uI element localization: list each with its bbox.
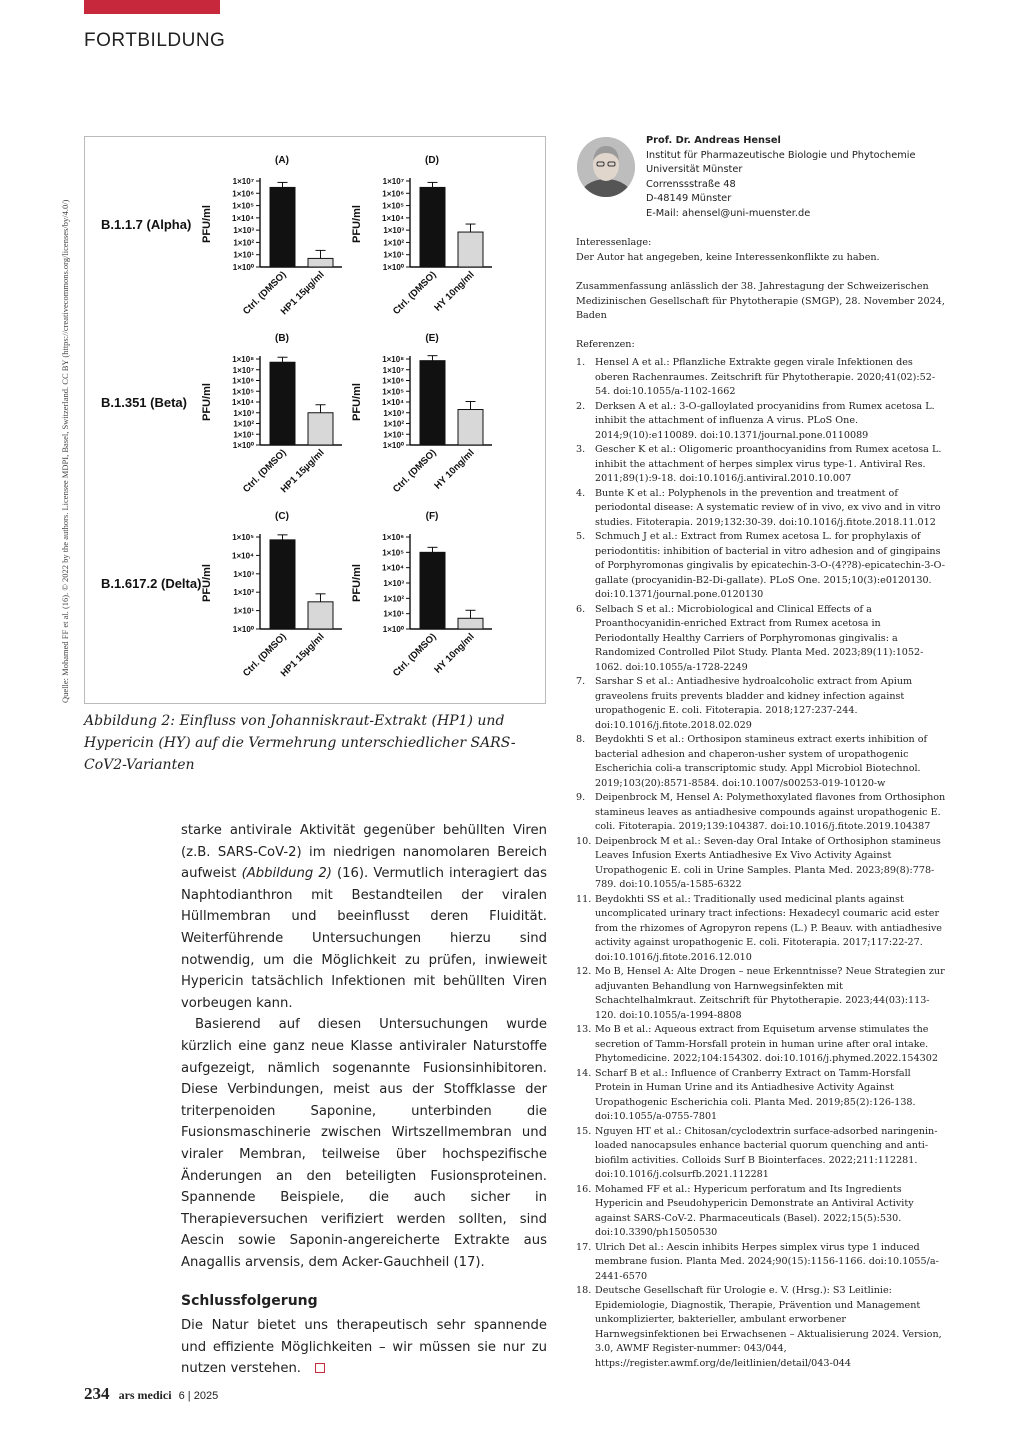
reference-text: Nguyen HT et al.: Chitosan/cyclodextrin surface-adsorbed naringenin-loaded nanocapsules enhance bacterial quorum quenching and anti-biofilm activities. Colloids Surf B Biointerfaces. 2022;211:112281. doi:10.1016/j.colsurfb.2021.112281 [595,1125,938,1180]
reference-item [576,1241,946,1285]
author-line: Institut für Pharmazeutische Biologie und Phytochemie [646,149,916,161]
reference-item [576,733,946,791]
y-tick-label: 1×10² [233,588,254,598]
y-axis-title: PFU/ml [351,383,363,421]
reference-text: Mohamed FF et al.: Hypericum perforatum and Its Ingredients Hypericin and Pseudohypericin Demonstrate an Antiviral Activity against SARS-CoV-2. Pharmaceuticals (Basel). 2022;15(5):530. doi:10.3390/ph15050530 [595,1183,914,1238]
reference-item [576,1183,946,1241]
y-tick-label: 1×10⁴ [232,551,254,561]
reference-text: Scharf B et al.: Influence of Cranberry Extract on Tamm-Horsfall Protein in Human Urine and its Antiadhesive Activity Against Uropathogenic Escherichia coli. Planta Med. 2019;85(2):126-138. doi:10.1055/a-0755-7801 [595,1067,916,1122]
bar [420,361,445,445]
category-label: HP1 15µg/ml [278,447,327,496]
panel-label: (B) [275,333,289,344]
reference-text: Mo B, Hensel A: Alte Drogen – neue Erkenntnisse? Neue Strategien zur adjuvanten Behandlung von Harnwegsinfekten mit Schachtelhalmkraut. Zeitschrift für Phytotherapie. 2023;44(03):113-120. doi:10.1055/a-1994-8808 [595,966,945,1021]
author-info [646,134,966,221]
y-tick-label: 1×10⁴ [232,213,254,223]
author-portrait-icon [577,137,635,197]
bar [420,187,445,267]
reference-text: Bunte K et al.: Polyphenols in the prevention and treatment of periodontal disease: A systematic review of in vivo, ex vivo and in vitro studies. Fitoterapia. 2019;132:30-39. doi:10.1016/j.fitote.2018.11.012 [595,487,941,528]
y-axis-title: PFU/ml [201,205,213,243]
bar [308,602,333,629]
y-tick-label: 1×10⁰ [382,441,404,450]
y-tick-label: 1×10⁶ [232,376,254,386]
y-tick-label: 1×10⁴ [382,213,404,223]
reference-text: Mo B et al.: Aqueous extract from Equisetum arvense stimulates the secretion of Tamm-Horsfall protein in human urine after oral intake. Phytomedicine. 2022;104:154302. doi:10.1016/j.phymed.2022.154302 [595,1024,938,1064]
author-name: Prof. Dr. Andreas Hensel [646,135,781,146]
y-tick-label: 1×10⁷ [232,365,254,375]
y-tick-label: 1×10⁷ [232,177,254,186]
bar [270,540,295,629]
page-footer [84,1384,218,1404]
y-tick-label: 1×10⁵ [382,201,404,211]
author-email: E-Mail: ahensel@uni-muenster.de [646,207,811,219]
panel-label: (D) [425,155,439,166]
y-tick-label: 1×10² [383,238,404,248]
category-label: Ctrl. (DMSO) [240,447,289,496]
panel-label: (F) [425,511,439,522]
figure-caption: Abbildung 2: Einfluss von Johanniskraut-Extrakt (HP1) und Hypericin (HY) auf die Vermehrung unterschiedlicher SARS-CoV2-Varianten [84,713,516,773]
y-tick-label: 1×10⁵ [232,387,254,397]
reference-item [576,603,946,676]
panel-label: (A) [275,155,289,166]
y-axis-title: PFU/ml [201,383,213,421]
reference-text: Ulrich Det al.: Aescin inhibits Herpes simplex virus type 1 induced membrane fusion. Planta Med. 2024;90(15):1156-1166. doi:10.1055/a-2441-6570 [595,1241,939,1282]
reference-text: Sarshar S et al.: Antiadhesive hydroalcoholic extract from Apium graveolens fruits prevents bladder and kidney infection against uropathogenic E. coli. Fitoterapia. 2018;127:237-244. doi:10.1016/j.fitote.2018.02.029 [595,676,913,731]
reference-number: 2. [576,400,586,412]
bar [270,362,295,445]
reference-item [576,675,946,733]
reference-text: Deipenbrock M, Hensel A: Polymethoxylated flavones from Orthosiphon stamineus leaves as antiadhesive compounds against uropathogenic E. coli. Fitoterapia. 2019;139:104387. doi:10.1016/j.fitote.2019.104387 [595,792,946,832]
y-tick-label: 1×10² [383,419,404,429]
author-line: Correnssstraße 48 [646,178,736,190]
y-tick-label: 1×10³ [233,226,254,236]
y-tick-label: 1×10¹ [233,430,254,440]
y-tick-label: 1×10² [383,594,404,604]
interests-title: Interessenlage: [576,237,652,248]
figure [84,136,546,704]
y-tick-label: 1×10⁵ [232,201,254,211]
author-line: Universität Münster [646,164,743,175]
category-label: HY 10ng/ml [432,269,477,314]
y-tick-label: 1×10⁰ [382,263,404,272]
reference-item [576,400,946,444]
row-label: B.1.617.2 (Delta) [101,576,202,591]
reference-item [576,443,946,487]
reference-item [576,1023,946,1067]
category-label: Ctrl. (DMSO) [240,269,289,318]
reference-text: Schmuch J et al.: Extract from Rumex acetosa L. for prophylaxis of periodontitis: inhibition of bacterial in vitro adhesion and of gingipains of Porphyromonas gingivalis by epicatechin-3-O-(4??8)-epicatechin-3-O-gallate (procyanidin-B2-Di-gallate). PLoS One. 2015;10(3):e0120130. doi:10.1371/journal.pone.0120130 [595,531,946,600]
y-tick-label: 1×10⁰ [232,441,254,450]
reference-item [576,835,946,893]
panel-label: (C) [275,511,289,522]
y-tick-label: 1×10⁷ [382,177,404,186]
issue-number: 6 | 2025 [178,1390,219,1402]
y-tick-label: 1×10⁶ [382,376,404,386]
y-tick-label: 1×10⁰ [232,263,254,272]
y-tick-label: 1×10² [233,419,254,429]
magazine-name: ars medici [118,1388,172,1402]
y-axis-title: PFU/ml [201,564,213,602]
category-label: HP1 15µg/ml [278,269,327,318]
y-tick-label: 1×10¹ [233,606,254,616]
interests-text: Der Autor hat angegeben, keine Interessenkonflikte zu haben. [576,251,880,263]
y-tick-label: 1×10¹ [233,250,254,260]
y-tick-label: 1×10² [233,238,254,248]
y-tick-label: 1×10⁴ [382,563,404,573]
reference-number: 11. [576,893,592,905]
y-tick-label: 1×10³ [233,408,254,418]
row-label: B.1.1.7 (Alpha) [101,217,192,232]
y-tick-label: 1×10⁰ [382,625,404,634]
reference-number: 16. [576,1183,592,1195]
y-tick-label: 1×10³ [383,408,404,418]
reference-number: 15. [576,1125,592,1137]
y-tick-label: 1×10⁰ [232,625,254,634]
reference-item [576,1284,946,1371]
bar [458,618,483,629]
category-label: Ctrl. (DMSO) [240,631,289,680]
summary-note: Zusammenfassung anlässlich der 38. Jahrestagung der Schweizerischen Medizinischen Gesellschaft für Phytotherapie (SMGP), 28. November 2024, Baden [576,281,945,321]
reference-number: 14. [576,1067,592,1079]
reference-item [576,893,946,966]
category-label: HY 10ng/ml [432,447,477,492]
section-title: FORTBILDUNG [84,30,226,51]
reference-number: 3. [576,444,586,455]
category-label: Ctrl. (DMSO) [390,447,439,496]
reference-text: Beydokhti S et al.: Orthosipon stamineus extract exerts inhibition of bacterial adhesion and chaperon-usher system of uropathogenic Escherichia coli-a transcriptomic study. Appl Microbiol Biotechnol. 2019;103(20):8571-8584. doi:10.1007/s00253-019-10120-w [595,734,928,789]
author-photo [577,137,635,197]
category-label: HP1 15µg/ml [278,631,327,680]
reference-text: Gescher K et al.: Oligomeric proanthocyanidins from Rumex acetosa L. inhibit the attachment of herpes simplex virus type-1. Antiviral Res. 2011;89(1):9-18. doi:10.1016/j.antiviral.2010.10.007 [595,444,942,484]
y-tick-label: 1×10⁶ [382,189,404,199]
bar [308,413,333,445]
y-tick-label: 1×10¹ [383,250,404,260]
reference-number: 6. [576,603,586,615]
paragraph-1 [181,820,547,1014]
reference-number: 8. [576,734,586,745]
reference-number: 9. [576,792,586,803]
paragraph-3-text: Die Natur bietet uns therapeutisch sehr spannende und effiziente Möglichkeiten – wir müssen sie nur zu nutzen verstehen. [181,1318,547,1377]
y-tick-label: 1×10⁵ [382,548,404,558]
category-label: Ctrl. (DMSO) [390,269,439,318]
bar [420,552,445,629]
y-tick-label: 1×10³ [383,579,404,588]
figure-source-text: Quelle: Mohamed FF et al. (16). © 2022 by the authors. Licensee MDPI, Basel, Switzerland. CC BY (https://creativecommons.org/licenses/by/4.0/) [60,199,70,703]
article-body [181,820,547,1380]
reference-text: Hensel A et al.: Pflanzliche Extrakte gegen virale Infektionen des oberen Rachenraumes. Zeitschrift für Phytotherapie. 2020;41(02):52-54. doi:10.1055/a-1102-1662 [595,357,936,397]
reference-text: Deipenbrock M et al.: Seven-day Oral Intake of Orthosiphon stamineus Leaves Infusion Exerts Antiadhesive Ex Vivo Activity Against Uropathogenic E. coli in Urine Samples. Planta Med. 2023;89(8):778-789. doi:10.1055/a-1585-6322 [595,835,941,890]
page-number: 234 [84,1384,110,1403]
y-tick-label: 1×10¹ [383,430,404,440]
category-label: Ctrl. (DMSO) [390,631,439,680]
y-axis-title: PFU/ml [351,205,363,243]
y-tick-label: 1×10⁶ [382,533,404,542]
reference-number: 10. [576,835,592,847]
reference-number: 1. [576,357,586,368]
reference-item [576,356,946,400]
reference-text: Deutsche Gesellschaft für Urologie e. V. (Hrsg.): S3 Leitlinie: Epidemiologie, Diagnostik, Therapie, Prävention und Management unkomplizierter, bakterieller, ambulant erworbener Harnwegsinfektionen bei Erwachsenen – Aktualisierung 2024. Version, 3.0, AWMF Register-nummer: 043/044, https://register.awmf.org/de/leitlinien/detail/043-044 [595,1285,942,1369]
figure-source [58,138,80,703]
row-label: B.1.351 (Beta) [101,395,187,410]
reference-number: 7. [576,676,586,687]
reference-number: 5. [576,531,586,542]
reference-item [576,1067,946,1125]
accent-bar [84,0,220,14]
paragraph-1-text-b: (16). Vermutlich interagiert das Naphtodianthron mit Bestandteilen der viralen Hüllmembran und beeinflusst deren Fluidität. Weiterführende Untersuchungen hierzu sind notwendig, um die Möglichkeit zu prüfen, inwieweit Hypericin tatsächlich Infektionen mit behüllten Viren vorbeugen kann. [181,866,548,1011]
reference-item [576,487,946,531]
author-line: D-48149 Münster [646,193,732,204]
y-tick-label: 1×10³ [233,569,254,579]
panel-label: (E) [425,333,439,344]
reference-text: Beydokhti SS et al.: Traditionally used medicinal plants against uncomplicated urinary tract infections: Hexadecyl coumaric acid ester from the rhizomes of Agropyron repens (L.) P. Beauv. with antiadhesive activity against uropathogenic E. coli. Fitoterapia. 2017;117:22-27. doi:10.1016/j.fitote.2016.12.010 [595,893,942,963]
reference-text: Selbach S et al.: Microbiological and Clinical Effects of a Proanthocyanidin-enriched Extract from Rumex acetosa in Periodontally Healthy Carriers of Porphyromonas gingivalis: a Randomized Controlled Pilot Study. Planta Med. 2023;89(11):1052-1062. doi:10.1055/a-1728-2249 [595,603,924,673]
y-axis-title: PFU/ml [351,564,363,602]
paragraph-2: Basierend auf diesen Untersuchungen wurde kürzlich eine ganz neue Klasse antiviraler Naturstoffe aufgezeigt, nämlich sogenannte Fusionsinhibitoren. Diese Verbindungen, meist aus der Stoffklasse der triterpenoiden Saponine, unterbinden die Fusionsmaschinerie zwischen Wirtszellmembran und viraler Membran, teilweise über hochspezifische Änderungen an den beteiligten Fusionsproteinen. Spannende Beispiele, die auch sicher in Therapieversuchen verifiziert werden sollten, sind Aescin sowie Saponin-angereicherte Extrakte aus Anagallis arvensis, dem Acker-Gauchheil (17). [181,1017,547,1270]
figure-reference: (Abbildung 2) [241,866,332,882]
category-label: HY 10ng/ml [432,631,477,676]
reference-number: 4. [576,487,586,499]
reference-number: 17. [576,1241,592,1253]
y-tick-label: 1×10⁵ [382,387,404,397]
reference-item [576,965,946,1023]
paragraph-1-text-a: starke antivirale Aktivität gegenüber behüllten Viren (z.B. SARS-CoV-2) im niedrigen nanomolaren Bereich aufweist [181,823,547,882]
bar [270,187,295,267]
references-title: Referenzen: [576,339,635,350]
figure-charts [85,137,545,703]
bar [308,258,333,267]
end-mark-icon [315,1363,325,1373]
reference-text: Derksen A et al.: 3-O-galloylated procyanidins from Rumex acetosa L. inhibit the attachment of influenza A virus. PLoS One. 2014;9(10):e110089. doi:10.1371/journal.pone.0110089 [595,400,935,441]
y-tick-label: 1×10⁵ [232,533,254,542]
interests-block [576,236,946,265]
paragraph-3 [181,1315,547,1380]
reference-number: 12. [576,966,592,977]
y-tick-label: 1×10⁸ [382,355,404,364]
bar [458,232,483,267]
y-tick-label: 1×10⁴ [232,398,254,407]
y-tick-label: 1×10⁴ [382,398,404,407]
y-tick-label: 1×10¹ [383,609,404,619]
reference-item [576,791,946,835]
y-tick-label: 1×10⁸ [232,355,254,364]
y-tick-label: 1×10⁷ [382,365,404,375]
reference-item [576,1125,946,1183]
reference-item [576,530,946,603]
bar [458,410,483,445]
reference-number: 18. [576,1285,592,1296]
section-heading: Schlussfolgerung [181,1293,318,1310]
reference-number: 13. [576,1024,592,1035]
y-tick-label: 1×10⁶ [232,189,254,199]
y-tick-label: 1×10³ [383,226,404,236]
references-list [576,356,946,1371]
